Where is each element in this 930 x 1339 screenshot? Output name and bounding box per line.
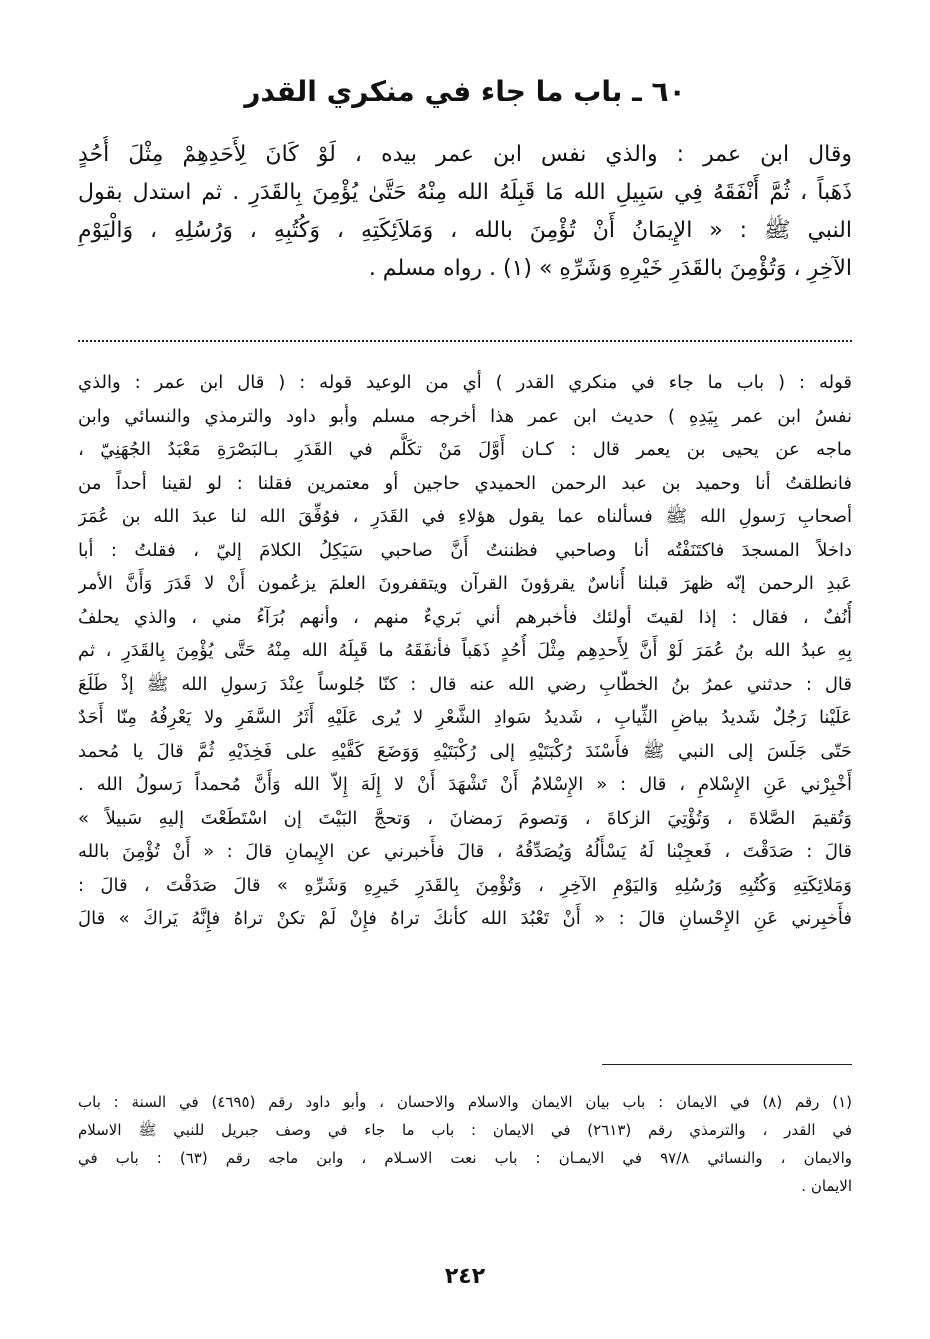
footnote-line: الايمان . — [801, 1177, 852, 1195]
commentary-line: وَمَلائِكَتِهِ وَكُتُبِهِ وَرُسُلِهِ وَاليَوْمِ الآخِرِ ، وَتُؤْمِنَ بِالقَدَرِ خَيرِهِ وَشَرِّهِ » قالَ صَدَقْتَ ، قالَ : — [78, 874, 852, 896]
commentary-line: قوله : ( باب ما جاء في منكري القدر ) أي من الوعيد قوله : ( قال ابن عمر : والذي — [78, 372, 852, 393]
footnote-separator — [602, 1064, 852, 1065]
main-text-line: ذَهَباً ، ثُمَّ أَنْفَقَهُ فِي سَبِيلِ الله مَا قَبِلَهُ الله مِنْهُ حَتَّىٰ يُؤْمِنَ بِالقَدَرِ . ثم استدل بقول — [78, 180, 852, 205]
footnote-line: في القدر ، والترمذي رقم (٢٦١٣) في الايمان : باب ما جاء في وصف جبريل للنبي ﷺ الاسلام — [78, 1121, 852, 1139]
chapter-title: ٦٠ ـ باب ما جاء في منكري القدر — [244, 75, 686, 108]
commentary-line: أصحابِ رَسولِ الله ﷺ فسألناه عما يقول هؤلاءِ في القَدَرِ ، فوُفِّقَ الله لنا عبدَ الله بن عُمَرَ — [78, 506, 852, 527]
main-text-line: وقال ابن عمر : والذي نفس ابن عمر بيده ، لَوْ كَانَ لِأَحَدِهِمْ مِثْلَ أُحُدٍ — [78, 142, 852, 167]
commentary-line: فانطلقتُ أنا وحميد بن عبد الرحمن الحميدي حاجين أو معتمرين فقلنا : لو لقينا أحداً من — [78, 472, 852, 494]
commentary-line: نفسُ ابن عمر بِيَدِهِ ) حديث ابن عمر هذا أخرجه مسلم وأبو داود والترمذي والنسائي وابن — [78, 405, 852, 427]
commentary-line: وَتُقيمَ الصَّلاةَ ، وَتُؤْتِيَ الزكاةَ ، وَتصومَ رَمضانَ ، وَتحجَّ البَيْتَ إن اسْتَطَعْتَ إليهِ سَبيلاً » — [78, 807, 852, 829]
commentary-line: عَلَيْنا رَجُلٌ شَديدُ بياضِ الثِّيابِ ، شَديدُ سَوادِ الشَّعْرِ لا يُرى عَلَيْهِ أَثَرُ السَّفَرِ ولا يَعْرِفُهُ مِنّا أَحَدٌ — [78, 707, 852, 728]
commentary-line: عَبدِ الرحمن إنّه ظهرَ قبلنا أُناسٌ يقرؤونَ القرآن ويتقفرونَ العلمَ يزعُمون أَنْ لا قَدَرَ وَأَنَّ الأمر — [78, 573, 852, 594]
main-text — [78, 136, 852, 288]
commentary-line: أَخْبِرْني عَنِ الإِسْلامِ ، قال : « الإِسْلامُ أَنْ تَشْهَدَ أَنْ لا إِلَهَ إِلاّ الله وَأَنَّ مُحمداً رَسولُ الله . — [78, 774, 852, 795]
commentary — [78, 366, 852, 936]
commentary-line: قال : حدثني عمرُ بنُ الخطّابِ رضي الله عنه قال : كنّا جُلوساً عِنْدَ رَسولِ الله ﷺ إذْ طَلَعَ — [78, 673, 852, 695]
commentary-line: بِهِ عبدُ الله بنُ عُمَرَ لَوْ أَنَّ لِأَحدِهِم مِثْلَ أُحُدٍ ذَهَباً فأنفَقَهُ ما قَبِلَهُ الله مِنْهُ حَتَّى يُؤْمِنَ بِالقَدَرِ ، ثم — [78, 640, 852, 661]
commentary-line: ماجه عن يحيى بن يعمر قال : كـان أَوَّلَ مَنْ تكَلَّم في القَدَرِ بـالبَصْرَةِ مَعْبَدُ الجُهَنِيّ ، — [78, 439, 852, 460]
dotted-separator — [78, 340, 852, 342]
commentary-line: داخلاً المسجدَ فاكتَنَفْتُه أنا وصاحبي فظننتُ أَنَّ صاحبي سَيَكِلُ الكلامَ إليّ ، فقلتُ : أبا — [78, 539, 852, 561]
page-number: ٢٤٢ — [444, 1264, 486, 1289]
commentary-line: أُنُفٌ ، فقال : إذا لقيتَ أولئك فأخبرهم أني بَريءٌ منهم ، وأنهم بُرَآءُ مني ، والذي يحلفُ — [78, 606, 852, 628]
footnote-line: والايمان ، والنسائي ٩٧/٨ في الايمـان : باب نعت الاسـلام ، وابن ماجه رقم (٦٣) : باب في — [78, 1149, 852, 1167]
commentary-line: حَتّى جَلَسَ إلى النبي ﷺ فأَسْنَدَ رُكْبَتَيْهِ إلى رُكْبَتَيْهِ وَوَضَعَ كَفَّيْهِ على فَخِذَيْهِ ثُمَّ قالَ يا مُحمد — [78, 740, 852, 762]
footnote-line: (١) رقم (٨) في الايمان : باب بيان الايمان والاسلام والاحسان ، وأبو داود رقم (٤٦٩٥) في السنة : باب — [78, 1093, 852, 1111]
commentary-line: فأَخبِرني عَنِ الإِحْسانِ قالَ : « أَنْ تَعْبُدَ الله كأنكَ تراهُ فإِنْ لَمْ تكنْ تراهُ فإِنَّهُ يَراكَ » قالَ — [78, 908, 852, 929]
main-text-line: الآخِرِ ، وَتُؤْمِنَ بالقَدَرِ خَيْرِهِ وَشَرِّهِ » (١) . رواه مسلم . — [368, 256, 852, 281]
commentary-line: قالَ : صَدَقْتَ ، فَعجِبْنا لَهُ يَسْأَلُهُ وَيُصَدِّقُهُ ، قالَ فأَخبرني عن الإِيمانِ قالَ : « أَنْ تُؤْمِنَ بالله — [78, 841, 852, 862]
footnotes — [78, 1088, 852, 1200]
main-text-line: النبي ﷺ : « الإِيمَانُ أَنْ تُؤْمِنَ بالله ، وَمَلاَئِكَتِهِ ، وَكُتُبِهِ ، وَرُسُلِهِ ، وَالْيَوْمِ — [78, 218, 852, 243]
